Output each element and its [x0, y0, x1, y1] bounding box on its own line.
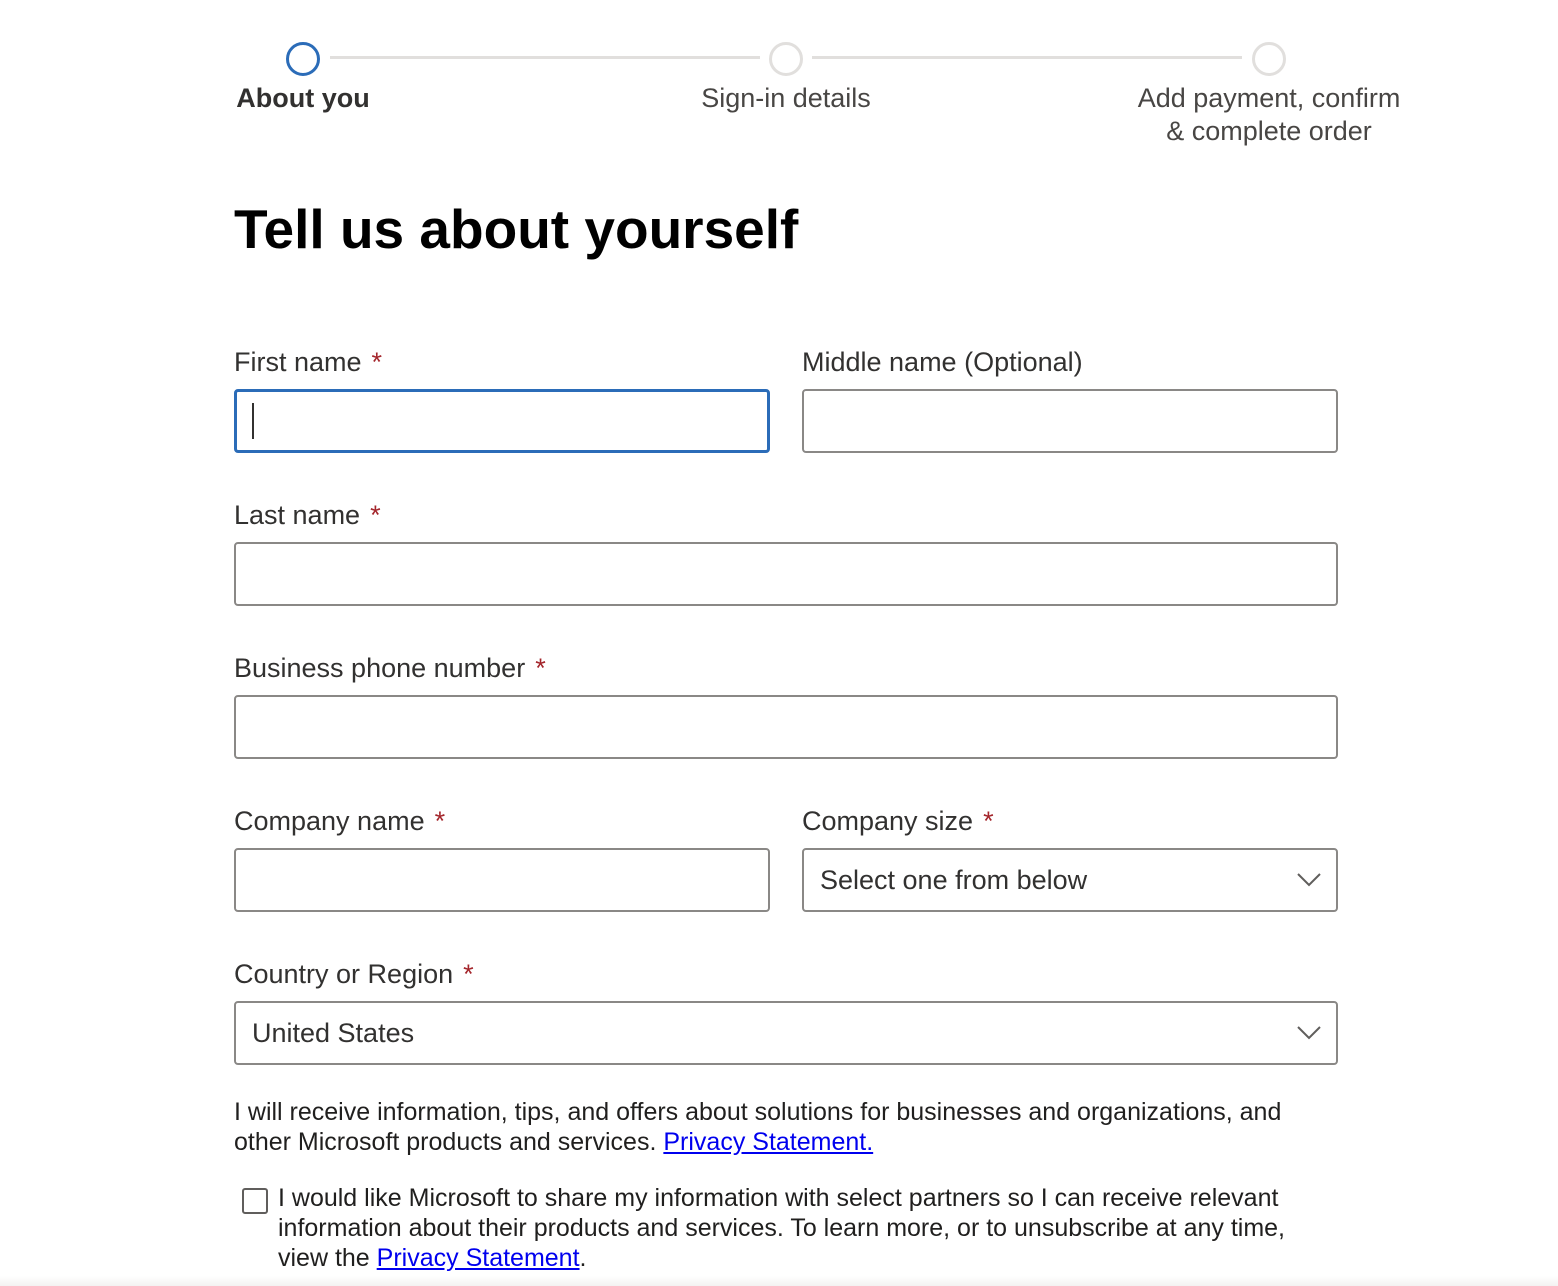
step-1-indicator [286, 42, 320, 76]
last-name-label-text: Last name [234, 500, 361, 530]
company-name-label-text: Company name [234, 806, 425, 836]
business-phone-input[interactable] [234, 695, 1338, 759]
progress-stepper [0, 0, 1558, 160]
chevron-down-icon [1296, 870, 1322, 888]
marketing-info-text [234, 1097, 1344, 1157]
last-name-input[interactable] [234, 542, 1338, 606]
required-marker: * [535, 653, 546, 683]
first-name-label-text: First name [234, 347, 362, 377]
step-connector-1 [330, 56, 760, 59]
page-bottom-edge [0, 1276, 1558, 1286]
partner-sharing-checkbox[interactable] [242, 1188, 268, 1214]
page-title: Tell us about yourself [234, 198, 799, 260]
first-name-label [234, 346, 382, 378]
country-selected-value: United States [252, 1018, 415, 1048]
required-marker: * [983, 806, 994, 836]
partner-sharing-body: I would like Microsoft to share my information with select partners so I can receive relevant information about their products and services. To learn more, or to unsubscribe at any time, view the [278, 1184, 1285, 1272]
privacy-statement-link[interactable]: Privacy Statement. [663, 1128, 874, 1156]
company-size-select[interactable] [802, 848, 1338, 912]
required-marker: * [371, 347, 383, 377]
company-name-input[interactable] [234, 848, 770, 912]
step-1-label: About you [236, 83, 370, 113]
step-3-label-line1: Add payment, confirm [1137, 83, 1401, 113]
required-marker: * [463, 959, 474, 989]
chevron-down-icon [1296, 1023, 1322, 1041]
business-phone-label [234, 652, 546, 684]
marketing-info-body: I will receive information, tips, and offers about solutions for businesses and organizations, and other Microsoft products and services. [234, 1098, 1282, 1156]
company-size-selected-value: Select one from below [820, 865, 1088, 895]
step-2-label: Sign-in details [701, 83, 871, 113]
business-phone-label-text: Business phone number [234, 653, 526, 683]
partner-privacy-statement-link[interactable]: Privacy Statement [376, 1244, 580, 1272]
middle-name-label [802, 346, 1083, 378]
country-label [234, 958, 474, 990]
company-size-label [802, 805, 994, 837]
middle-name-label-text: Middle name (Optional) [802, 347, 1083, 377]
partner-sharing-suffix: . [579, 1244, 587, 1272]
partner-sharing-text [278, 1183, 1338, 1273]
company-size-label-text: Company size [802, 806, 974, 836]
required-marker: * [434, 806, 446, 836]
text-caret [252, 403, 254, 439]
step-3-label [1104, 82, 1434, 148]
step-3-indicator [1252, 42, 1286, 76]
company-name-label [234, 805, 445, 837]
country-select[interactable] [234, 1001, 1338, 1065]
country-label-text: Country or Region [234, 959, 454, 989]
required-marker: * [370, 500, 381, 530]
first-name-input[interactable] [234, 389, 770, 453]
step-2-indicator [769, 42, 803, 76]
last-name-label [234, 499, 381, 531]
middle-name-input[interactable] [802, 389, 1338, 453]
step-connector-2 [812, 56, 1242, 59]
step-3-label-line2: & complete order [1166, 116, 1372, 146]
